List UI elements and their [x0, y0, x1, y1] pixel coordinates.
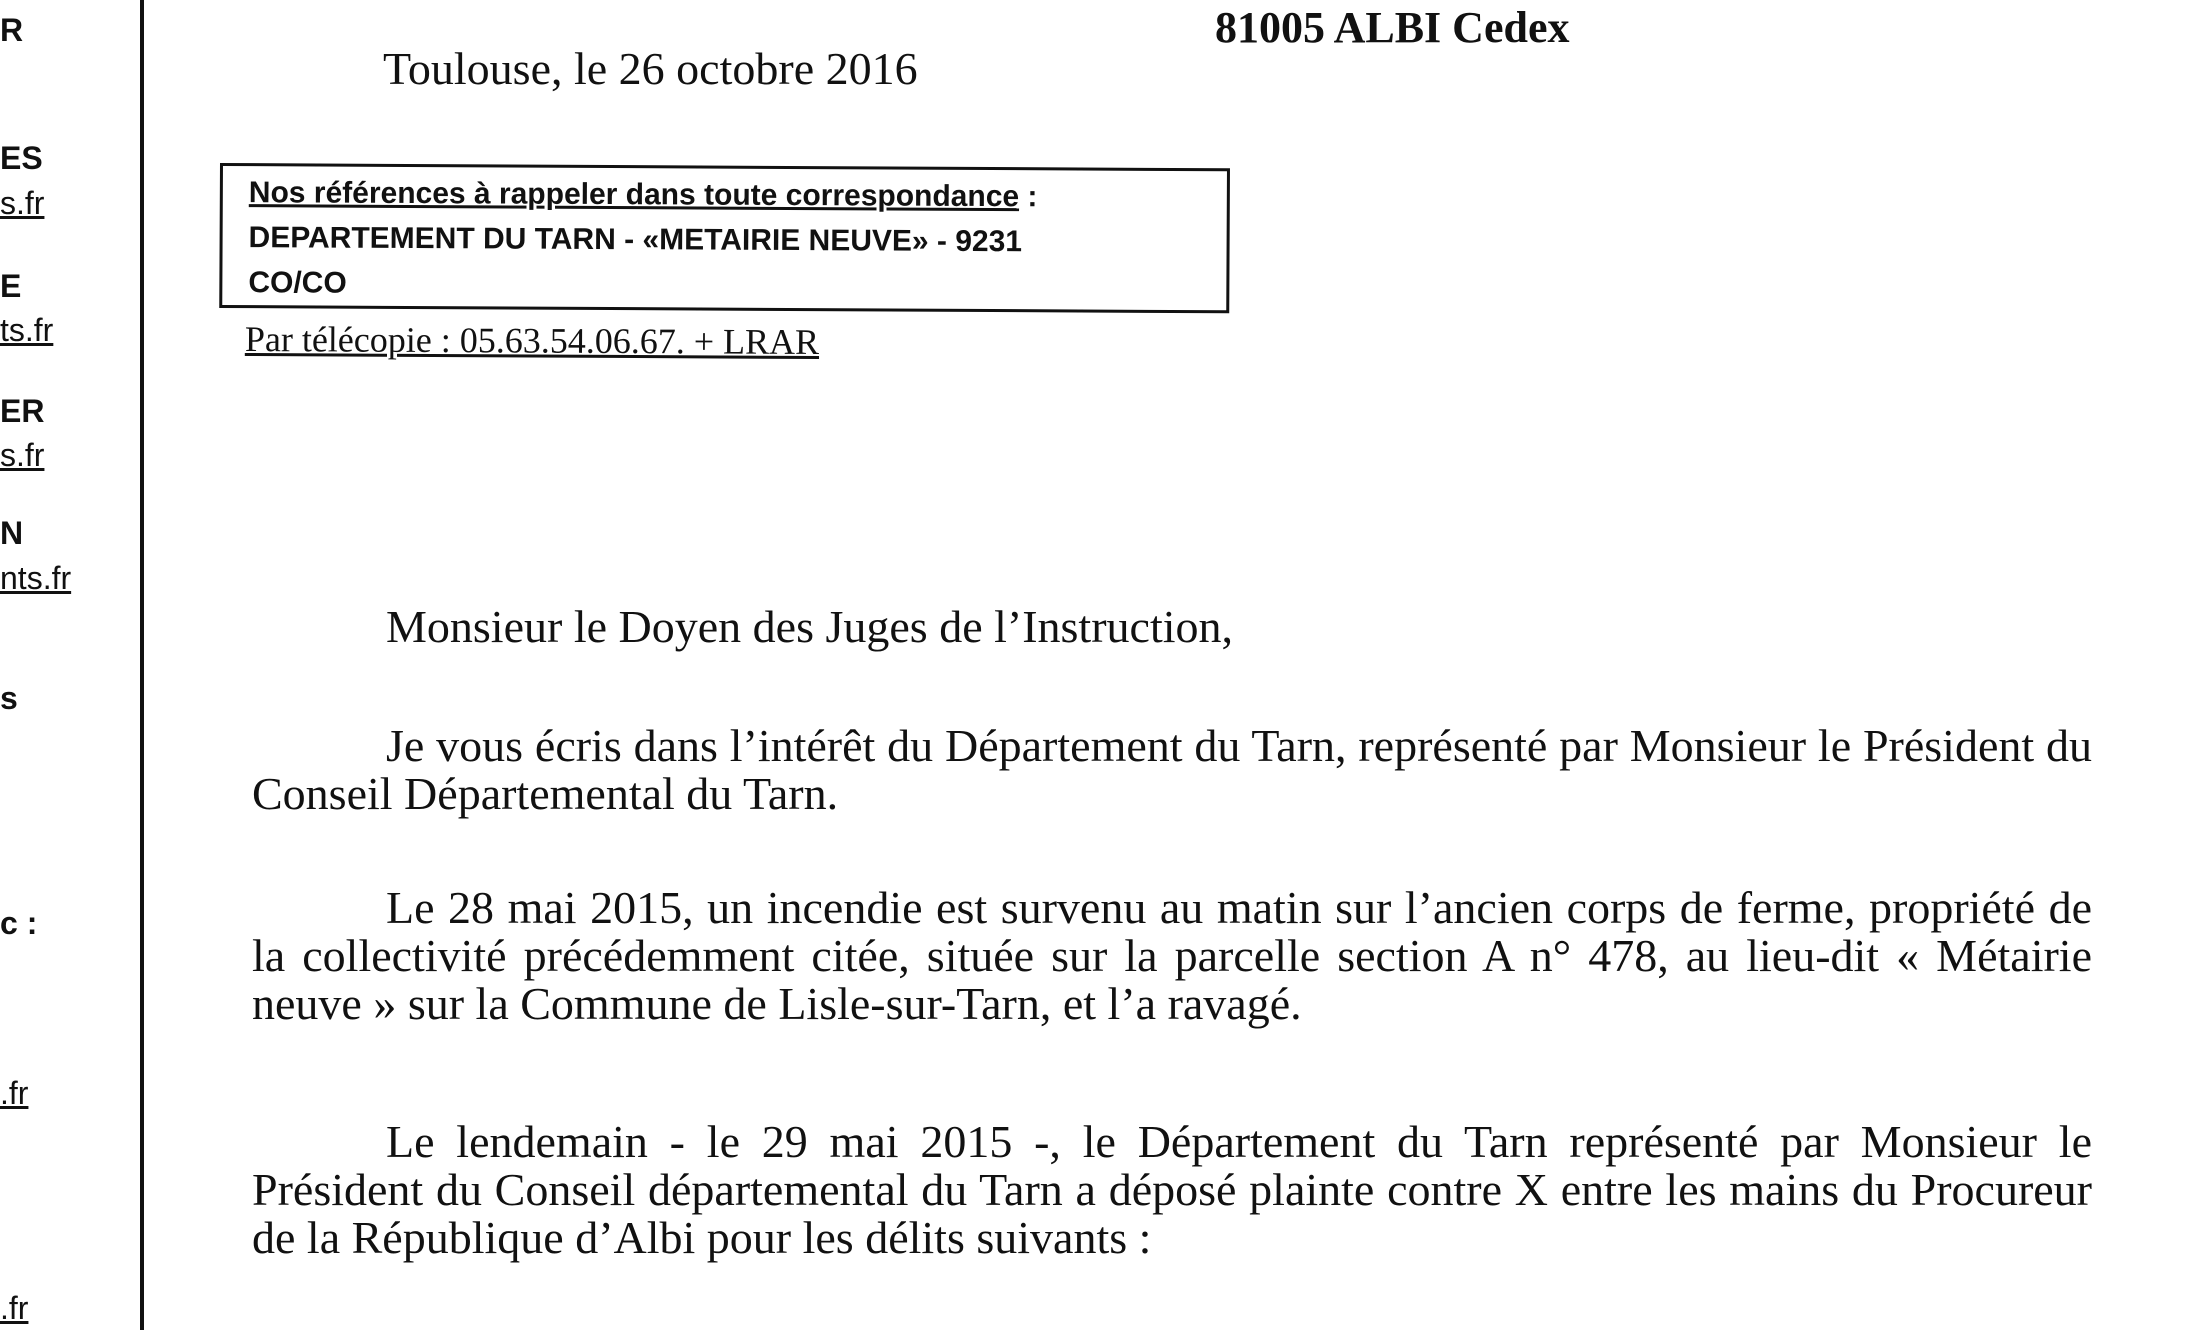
sidebar-email-link: .fr [0, 1075, 29, 1111]
body-paragraph: Le 28 mai 2015, un incendie est survenu au matin sur l’ancien corps de ferme, propriété de la collectivité précédemment citée, située sur la parcelle section A n° 478, au lieu-dit « Métairie neuve » sur la Commune de Lisle-sur-Tarn, et l’a ravagé. [252, 882, 2092, 1029]
sidebar-fragment: ER [0, 393, 45, 429]
sidebar-fragment: c : [0, 905, 38, 941]
body-paragraph: Je vous écris dans l’intérêt du Département du Tarn, représenté par Monsieur le Président du Conseil Départemental du Tarn. [252, 720, 2092, 819]
letter-date: Toulouse, le 26 octobre 2016 [383, 43, 918, 94]
reference-box [219, 163, 1230, 313]
sidebar-fragment: R [0, 12, 24, 48]
reference-case-line: DEPARTEMENT DU TARN - «METAIRIE NEUVE» - 9231 [248, 221, 1023, 259]
sidebar-fragment: N [0, 515, 24, 551]
sidebar-fragment: s [0, 680, 18, 716]
sidebar-fragment: E [0, 268, 22, 304]
sidebar-email-link: nts.fr [0, 560, 72, 596]
sidebar-email-link: s.fr [0, 437, 45, 473]
letterhead-sidebar [0, 0, 140, 1330]
recipient-address-line: 81005 ALBI Cedex [1215, 3, 1570, 52]
reference-initials-line: CO/CO [248, 266, 347, 300]
reference-heading: Nos références à rappeler dans toute correspondance [248, 176, 1020, 214]
sidebar-email-link: ts.fr [0, 312, 54, 348]
fax-delivery-line: Par télécopie : 05.63.54.06.67. + LRAR [244, 319, 820, 363]
sidebar-email-link: .fr [0, 1290, 29, 1326]
body-paragraph: Le lendemain - le 29 mai 2015 -, le Département du Tarn représenté par Monsieur le Président du Conseil départemental du Tarn a déposé plainte contre X entre les mains du Procureur de la République d’Albi pour les délits suivants : [252, 1116, 2092, 1263]
salutation: Monsieur le Doyen des Juges de l’Instruction, [386, 601, 1234, 652]
sidebar-fragment: ES [0, 140, 43, 176]
reference-heading-line [249, 170, 1211, 220]
sidebar-divider [140, 0, 144, 1330]
sidebar-email-link: s.fr [0, 185, 45, 221]
reference-heading-colon: : [1019, 180, 1038, 214]
